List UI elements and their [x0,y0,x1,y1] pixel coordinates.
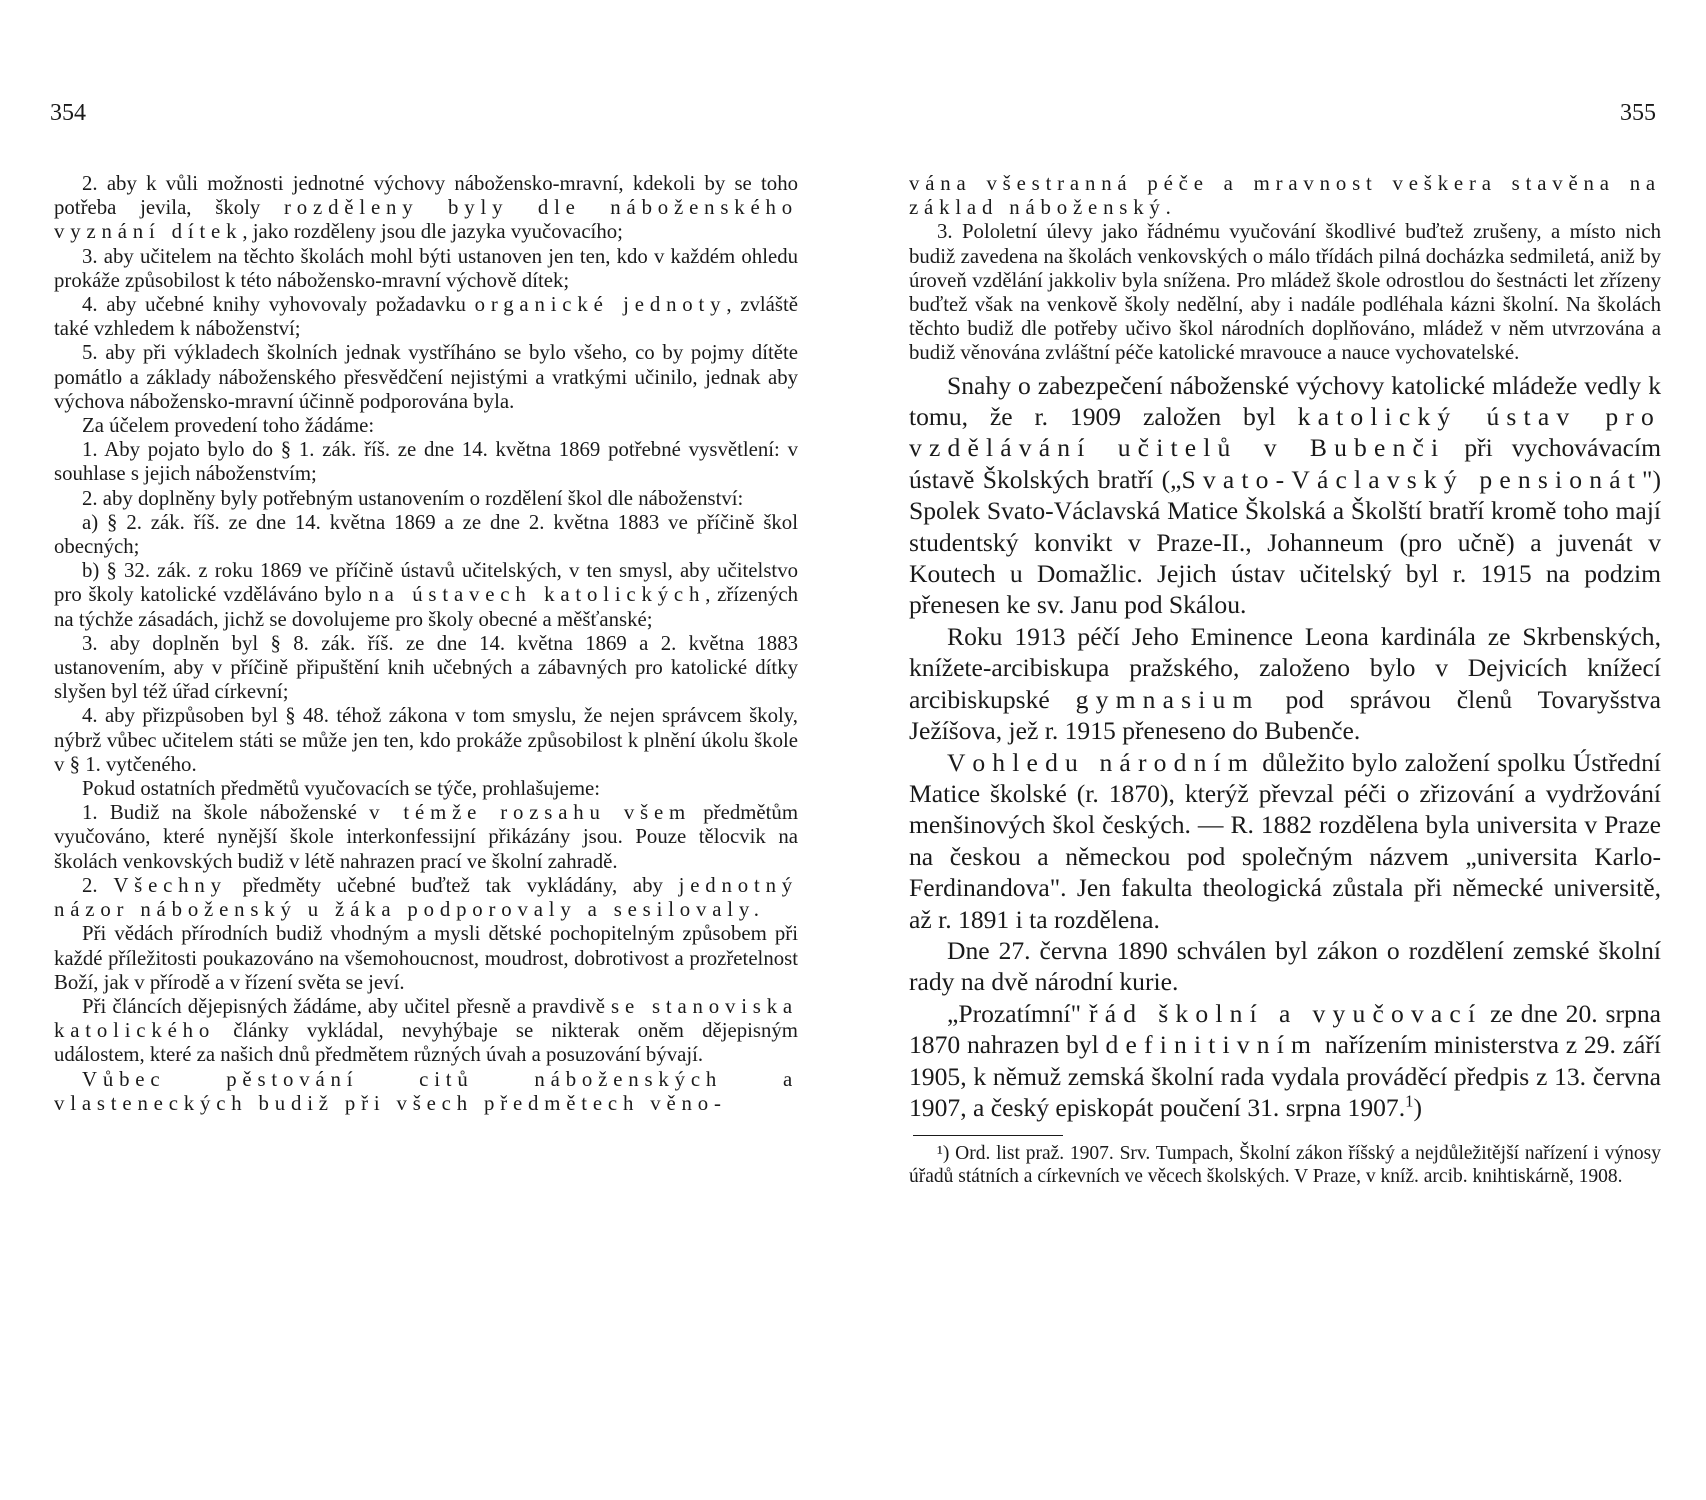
text-run: , zvláště také vzhledem k náboženství; [54,293,799,341]
emphasis-text: organické jednoty [474,293,727,317]
emphasis-text: rozděleny byly dle náboženského vyznání dítek [54,196,798,244]
emphasis-text: řád školní a vyučovací [1089,998,1483,1028]
paragraph: Pokud ostatních předmětů vyučovacích se týče, prohlašujeme: [82,777,601,801]
text-run: 1. Budiž na škole náboženské [82,801,370,825]
emphasis-text: ohledu národním [972,747,1255,777]
text-run: , jako rozděleny jsou dle jazyka vyučovacího; [242,220,623,244]
text-run: předměty učebné buďtež tak vykládány, aby [226,873,679,897]
paragraph: vána všestranná péče a mravnost veškera stavěna na základ náboženský. [909,172,1661,220]
footnotes [909,1142,1661,1188]
emphasis-text: gymnasium [1075,684,1260,714]
text-run: při vychovávacím ústavě Školských bratří („ [909,433,1661,494]
text-run: Při článcích dějepisných žádáme, aby učitel přesně a pravdivě [82,994,612,1018]
paragraph: 5. aby při výkladech školních jednak vystříháno se bylo všeho, co by pojmy dítěte pomátlo a základy náboženského přesvědčení nejistými a vratkými učinilo, jednak aby výchova nábožensko-mravní účinně podporována byla. [54,341,798,413]
text-run: 4. aby učebné knihy vyhovovaly požadavku [82,293,475,317]
text-run: ze dne 20. srpna 1870 nahrazen byl [909,998,1661,1060]
paragraph: 3. Pololetní úlevy jako řádnému vyučování škodlivé buďtež zrušeny, a místo nich budiž zavedena na školách venkovských o málo třídách pilná docházka sedmiletá, aniž by úroveň vzdělání jakkoliv byla snížena. Pro mládež škole odrostlou do šestnácti let zřízeny buďtež však na venkově školy nedělní, aby i nadále podléhala kázni školní. Na školách těchto budiž dle potřeby učivo škol národních doplňováno, mládež v něm utvrzována a budiž věnována zvláštní péče katolické mravouce a nauce vychovatelské. [909,220,1661,365]
paragraph [909,370,1661,621]
paragraph: Dne 27. června 1890 schválen byl zákon o rozdělení zemské školní rady na dvě národní kurie. [909,935,1661,997]
text-run: „Prozatímní" [947,998,1090,1028]
text-run: ") Spolek Svato-Václavská Matice Školská a Školští bratří kromě toho mají studentský konvikt v Praze-II., Johanneum (pro učně) a juvenát v Koutech u Domažlic. Jejich ústav učitelský byl r. 1915 na podzim přenesen ke sv. Janu pod Skálou. [909,464,1661,620]
footnote-marker: 1 [1405,1091,1414,1111]
paragraph: 3. aby učitelem na těchto školách mohl býti ustanoven jen ten, kdo v každém ohledu prokáže způsobilost k této nábožensko-mravní výchově dítek; [54,244,798,292]
paragraph: a) § 2. zák. říš. ze dne 14. května 1869 a ze dne 2. května 1883 ve příčině škol obecných; [54,510,798,559]
paragraph [909,621,1661,747]
text-run: důležito bylo založení spolku Ústřední Matice školské (r. 1870), kterýž převzal péči o zřizování a vydržování menšinových škol českých. — R. 1882 rozdělena byla universita v Praze na českou a německou pod společným názvem „universita Karlo-Ferdinandova". Jen fakulta theologická zůstala při německé universitě, až r. 1891 i ta rozdělena. [909,747,1662,934]
text-run: 2. aby k vůli možnosti jednotné výchovy nábožensko-mravní, kdekoli by se toho potřeba jevila, školy [54,172,798,220]
paragraph: 1. Aby pojato bylo do § 1. zák. říš. ze dne 14. května 1869 potřebné vysvětlení: v souhlase s jejich náboženstvím; [54,438,798,486]
emphasis-text: jednotný názor náboženský u žáka podporovaly a sesilovaly. [54,873,799,922]
text-run: nařízením ministerstva z 29. září 1905, k němuž zemská školní rada vydala prováděcí předpis z 13. června 1907, a český episkopát poučení 31. srpna 1907. [909,1030,1661,1122]
paragraph [54,801,798,874]
footnote: ¹) Ord. list praž. 1907. Srv. Tumpach, Školní zákon říšský a nejdůležitější nařízení i výnosy úřadů státních a církevních ve věcech školských. V Praze, v kníž. arcib. knihtiskárně, 1908. [909,1143,1661,1188]
large-print-block [909,370,1661,1124]
small-print-block [909,172,1661,366]
paragraph [909,747,1661,935]
paragraph: Vůbec pěstování citů náboženských a vlasteneckých budiž při všech předmětech věno- [54,1067,798,1115]
text-run: V [947,747,973,777]
page-number: 354 [50,100,86,126]
emphasis-text: katolický ústav pro vzdělávání učitelů v Bubenči [909,402,1661,463]
paragraph [54,293,798,341]
text-run: 2. [82,873,114,897]
paragraph: Za účelem provedení toho žádáme: [82,414,375,438]
paragraph: Při vědách přírodních budiž vhodným a mysli dětské pochopitelným způsobem při každé příležitosti poukazováno na všemohoucnost, moudrost, dobrotivost a prozřetelnost Boží, jak v přírodě a v řízení světa se jeví. [54,922,798,994]
page-number: 355 [1620,100,1656,126]
text-run: ) [1413,1092,1422,1122]
text-run: předmětům vyučováno, které nynější škole interkonfessijní přikázány jsou. Pouze tělocvik na školách venkovských budiž v létě nahrazen prací ve školní zahradě. [54,801,798,873]
paragraph [54,559,798,632]
paragraph [54,995,798,1068]
emphasis-text: v témže rozsahu všem [369,801,692,825]
paragraph: 2. aby doplněny byly potřebným ustanovením o rozdělení škol dle náboženství: [82,486,744,510]
paragraph [54,874,798,922]
footnote-divider [913,1135,1063,1136]
emphasis-text: se stanoviska katolického [54,994,798,1043]
text-run: Snahy o zabezpečení náboženské výchovy katolické mládeže vedly k tomu, že r. 1909 založen byl [909,370,1661,432]
paragraph: 3. aby doplněn byl § 8. zák. říš. ze dne 14. května 1869 a 2. května 1883 ustanovením, aby v příčině připuštění knih učebných a zábavných pro katolické dítky slyšen byl též úřad církevní; [54,631,798,704]
text-run: pod správou členů Tovaryšstva Ježíšova, jež r. 1915 přeneseno do Bubenče. [909,684,1661,746]
emphasis-text: Svato-Václavský pensionát [1181,464,1642,494]
paragraph: 4. aby přizpůsoben byl § 48. téhož zákona v tom smyslu, že nejen správcem školy, nýbrž vůbec učitelem státi se může jen ten, kdo prokáže způsobilost k plnění úkolu škole v § 1. vytčeného. [54,704,798,776]
emphasis-text: Všechny [113,873,227,897]
text-run: b) § 32. zák. z roku 1869 ve příčině ústavů učitelských, v ten smysl, aby učitelstvo pro školy katolické vzděláváno bylo [54,559,798,607]
text-run: články vykládal, nevyhýbaje se nikterak oněm dějepisným událostem, které za našich dnů předmětem různých úvah a posuzování bývají. [54,1019,798,1067]
text-column [54,172,798,1116]
emphasis-text: definitivním [1105,1030,1319,1060]
paragraph [909,998,1661,1124]
text-column [909,172,1661,1188]
paragraph [54,172,798,245]
text-run: Roku 1913 péčí Jeho Eminence Leona kardinála ze Skrbenských, knížete-arcibiskupa pražského, založeno bylo v Dejvicích knížecí arcibiskupské [909,621,1661,714]
emphasis-text: na ústavech katolických [368,583,706,607]
text-run: , zřízených na týchže zásadách, jichž se dovolujeme pro školy obecné a měšťanské; [54,583,798,631]
